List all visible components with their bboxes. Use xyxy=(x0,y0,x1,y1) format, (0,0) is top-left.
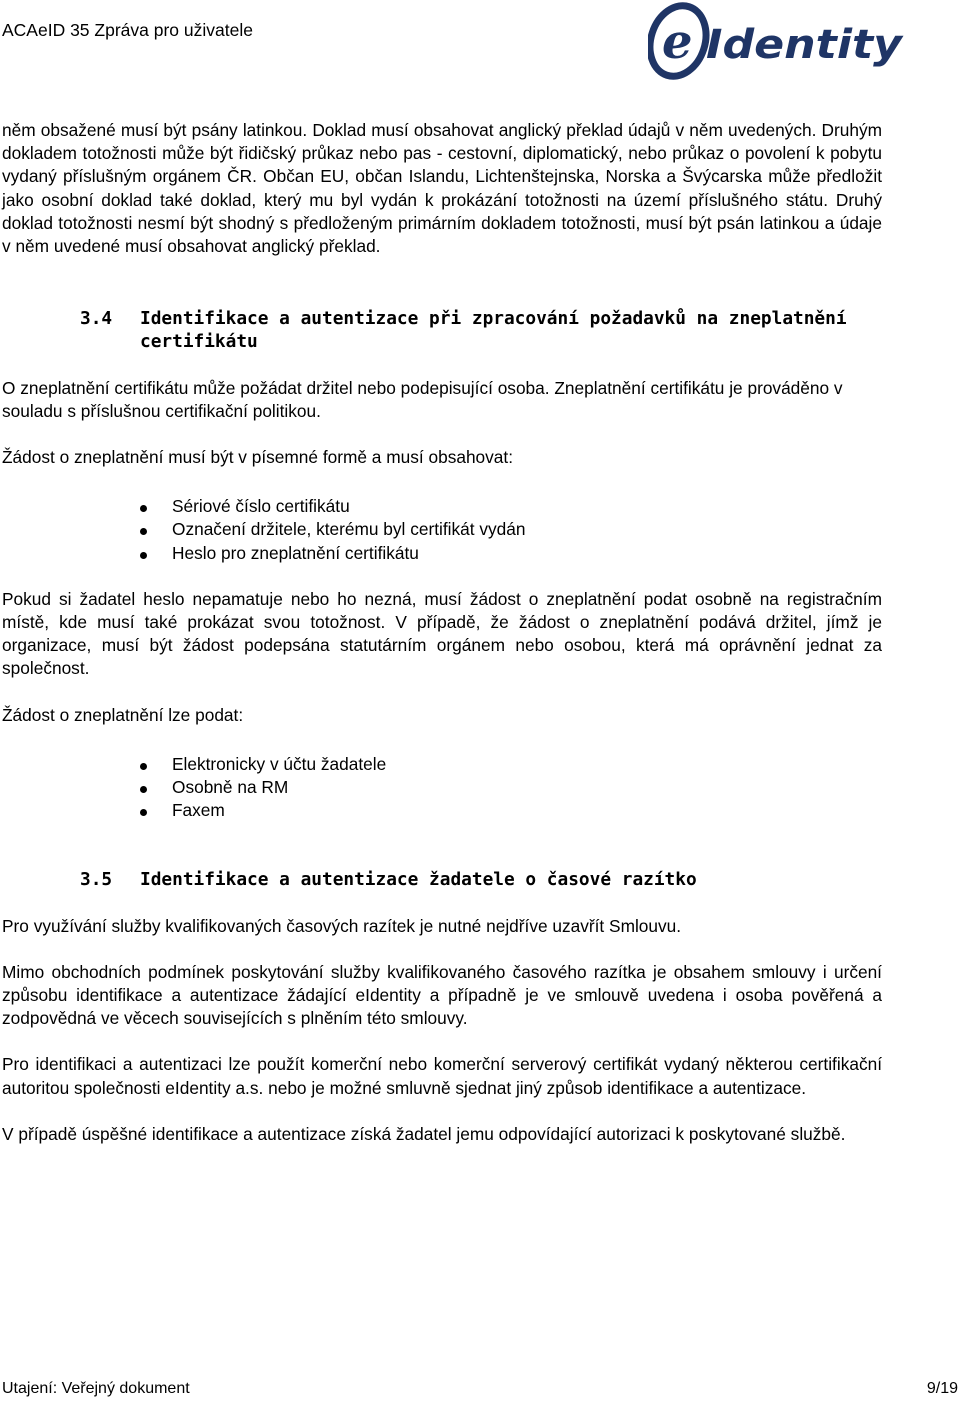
bullet-icon xyxy=(140,763,147,770)
document-body xyxy=(2,119,882,1146)
section-heading-3-4 xyxy=(2,307,882,353)
section-title: Identifikace a autentizace při zpracování požadavků na zneplatnění certifikátu xyxy=(140,308,847,353)
paragraph-revocation-request: O zneplatnění certifikátu může požádat držitel nebo podepisující osoba. Zneplatnění certifikátu je prováděno v souladu s příslušnou certifikační politikou. xyxy=(2,377,843,421)
list-item: Označení držitele, kterému byl certifikát vydán xyxy=(2,518,882,541)
paragraph-contract-contents: Mimo obchodních podmínek poskytování služby kvalifikovaného časového razítka je obsahem smlouvy i určení způsobu identifikace a autentizace žádající eIdentity a případně je ve smlouvě uvedena i osoba pověřená a zodpovědná ve věcech souvisejících s plněním této smlouvy. xyxy=(2,961,882,1029)
submission-methods-list xyxy=(2,753,882,823)
revocation-contents-list xyxy=(2,495,882,565)
list-item: Sériové číslo certifikátu xyxy=(2,495,882,518)
bullet-icon xyxy=(140,809,147,816)
paragraph-submission-methods: Žádost o zneplatnění lze podat: xyxy=(2,704,244,725)
paragraph-authorization: V případě úspěšné identifikace a autentizace získá žadatel jemu odpovídající autorizaci k poskytované službě. xyxy=(2,1123,846,1144)
eidentity-logo xyxy=(648,2,908,80)
bullet-icon xyxy=(140,786,147,793)
list-item: Osobně na RM xyxy=(2,776,882,799)
document-header-title: ACAeID 35 Zpráva pro uživatele xyxy=(2,20,253,40)
list-item: Elektronicky v účtu žadatele xyxy=(2,753,882,776)
svg-text:Identity: Identity xyxy=(706,22,905,68)
paragraph-identity-documents: něm obsažené musí být psány latinkou. Doklad musí obsahovat anglický překlad údajů v něm uvedených. Druhým dokladem totožnosti může být řidičský průkaz nebo pas - cestovní, diplomatický, nebo průkaz o povolení k pobytu vydaný příslušným orgánem ČR. Občan EU, občan Islandu, Lichtenštejnska, Norska a Švýcarska může předložit jako osobní doklad také doklad, který mu byl vydán k prokázání totožnosti na území příslušného státu. Druhý doklad totožnosti nesmí být shodný s předloženým primárním dokladem totožnosti, musí být psán latinkou a údaje v něm uvedené musí obsahovat anglický překlad. xyxy=(2,120,882,257)
footer-classification: Utajení: Veřejný dokument xyxy=(2,1380,190,1397)
list-item: Heslo pro zneplatnění certifikátu xyxy=(2,542,882,565)
bullet-icon xyxy=(140,552,147,559)
paragraph-certificates: Pro identifikaci a autentizaci lze použít komerční nebo komerční serverový certifikát vydaný některou certifikační autoritou společnosti eIdentity a.s. nebo je možné smluvně sjednat jiný způsob identifikace a autentizace. xyxy=(2,1054,882,1098)
section-number: 3.5 xyxy=(80,869,113,891)
section-number: 3.4 xyxy=(80,308,113,330)
paragraph-written-form: Žádost o zneplatnění musí být v písemné formě a musí obsahovat: xyxy=(2,447,514,468)
bullet-icon xyxy=(140,505,147,512)
paragraph-forgotten-password: Pokud si žadatel heslo nepamatuje nebo ho nezná, musí žádost o zneplatnění podat osobně na registračním místě, kde musí také prokázat svou totožnost. V případě, že žádost o zneplatnění podává držitel, jímž je organizace, musí být žádost podepsána statutárním orgánem nebo osobou, která má oprávnění jednat za společnost. xyxy=(2,588,882,679)
section-title: Identifikace a autentizace žadatele o časové razítko xyxy=(140,869,697,891)
section-heading-3-5 xyxy=(2,868,882,891)
paragraph-contract: Pro využívání služby kvalifikovaných časových razítek je nutné nejdříve uzavřít Smlouvu. xyxy=(2,915,682,936)
footer-page-number: 9/19 xyxy=(926,1380,958,1397)
svg-text:e: e xyxy=(662,14,693,70)
list-item: Faxem xyxy=(2,799,882,822)
bullet-icon xyxy=(140,528,147,535)
